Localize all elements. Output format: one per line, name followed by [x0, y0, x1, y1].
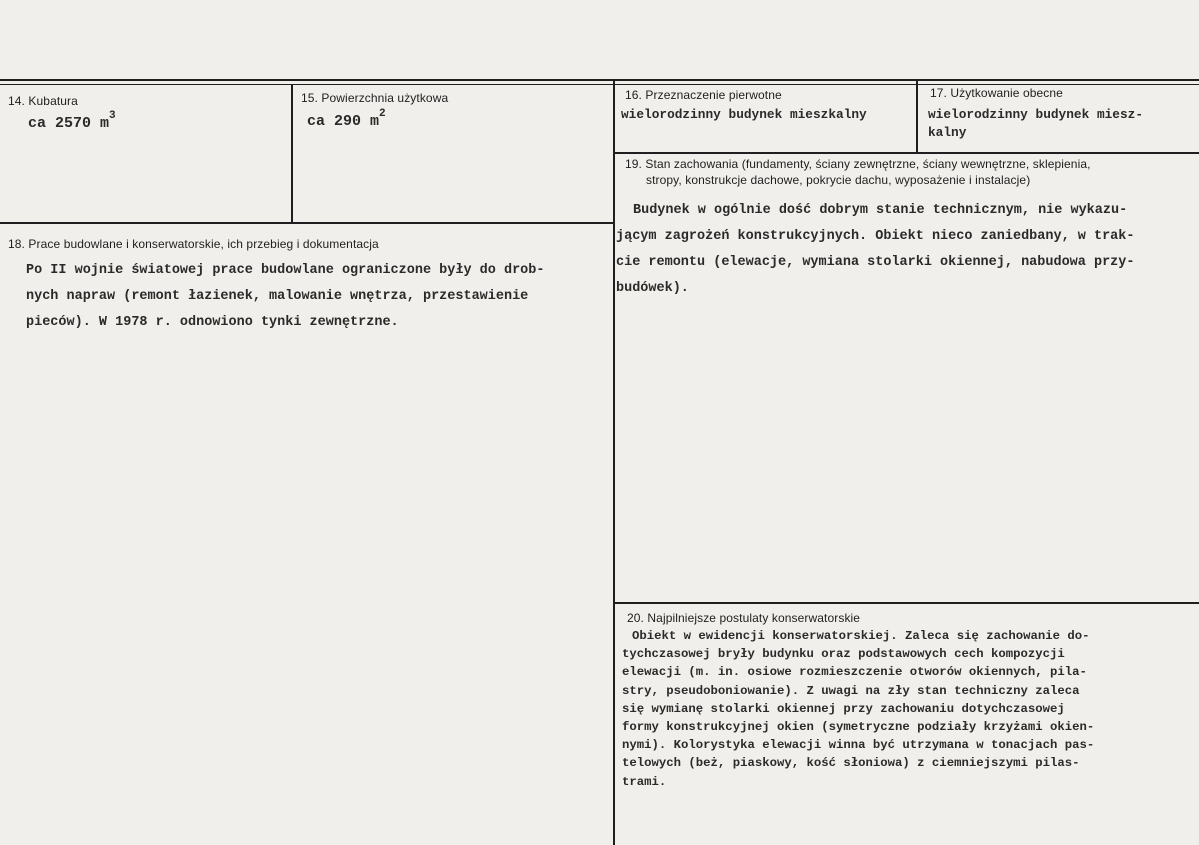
stan-label-line-2: stropy, konstrukcje dachowe, pokrycie dachu, wyposażenie i instalacje) — [646, 173, 1031, 187]
powierzchnia-exponent: 2 — [379, 108, 386, 120]
center-divider — [613, 79, 615, 845]
postulaty-line-9: trami. — [622, 774, 667, 789]
postulaty-line-4: stry, pseudoboniowanie). Z uwagi na zły stan techniczny zaleca — [622, 683, 1080, 698]
prace-label: 18. Prace budowlane i konserwatorskie, ich przebieg i dokumentacja — [8, 237, 379, 251]
left-divider — [291, 84, 293, 223]
prace-line-3: pieców). W 1978 r. odnowiono tynki zewnętrzne. — [26, 315, 399, 330]
right-divider — [916, 79, 918, 153]
prace-line-2: nych napraw (remont łazienek, malowanie wnętrza, przestawienie — [26, 289, 529, 304]
postulaty-line-8: telowych (beż, piaskowy, kość słoniowa) z ciemniejszymi pilas- — [622, 756, 1080, 771]
kubatura-label: 14. Kubatura — [8, 94, 78, 108]
uzytkowanie-label: 17. Użytkowanie obecne — [930, 86, 1063, 100]
stan-line-4: budówek). — [616, 281, 689, 296]
top-rule-inner — [0, 84, 1199, 85]
uzytkowanie-line-2: kalny — [928, 125, 967, 140]
postulaty-label: 20. Najpilniejsze postulaty konserwatorskie — [627, 611, 861, 625]
postulaty-line-1: Obiekt w ewidencji konserwatorskiej. Zaleca się zachowanie do- — [632, 629, 1090, 643]
uzytkowanie-line-1: wielorodzinny budynek miesz- — [928, 107, 1144, 122]
stan-label-line-1: 19. Stan zachowania (fundamenty, ściany zewnętrzne, ściany wewnętrzne, sklepienia, — [625, 157, 1091, 171]
left-mid-rule — [0, 222, 615, 224]
prace-text — [26, 258, 544, 336]
postulaty-line-7: nymi). Kolorystyka elewacji winna być utrzymana w tonacjach pas- — [622, 738, 1095, 753]
przeznaczenie-value: wielorodzinny budynek mieszkalny — [621, 107, 867, 122]
kubatura-value — [28, 106, 116, 137]
powierzchnia-value — [307, 104, 386, 135]
stan-line-3: cie remontu (elewacje, wymiana stolarki okiennej, nabudowa przy- — [616, 255, 1135, 270]
postulaty-line-5: się wymianę stolarki okiennej przy zachowaniu dotychczasowej — [622, 701, 1065, 716]
postulaty-line-6: formy konstrukcyjnej okien (symetryczne podziały krzyżami okien- — [622, 720, 1095, 735]
stan-line-1: Budynek w ogólnie dość dobrym stanie technicznym, nie wykazu- — [633, 203, 1128, 218]
right-mid-rule — [613, 152, 1199, 154]
postulaty-text — [622, 627, 1094, 791]
top-rule — [0, 79, 1199, 81]
przeznaczenie-label: 16. Przeznaczenie pierwotne — [625, 88, 782, 102]
powierzchnia-number: ca 290 m — [307, 113, 380, 130]
uzytkowanie-value — [928, 106, 1143, 142]
postulaty-line-3: elewacji (m. in. osiowe rozmieszczenie otworów okiennych, pila- — [622, 665, 1087, 680]
stan-text — [616, 198, 1134, 302]
right-lower-rule — [613, 602, 1199, 604]
prace-line-1: Po II wojnie światowej prace budowlane ograniczone były do drob- — [26, 263, 545, 278]
postulaty-line-2: tychczasowej bryły budynku oraz podstawowych cech kompozycji — [622, 647, 1065, 662]
powierzchnia-label: 15. Powierzchnia użytkowa — [301, 91, 449, 105]
kubatura-number: ca 2570 m — [28, 115, 110, 132]
kubatura-exponent: 3 — [109, 110, 116, 122]
stan-line-2: jącym zagrożeń konstrukcyjnych. Obiekt nieco zaniedbany, w trak- — [616, 229, 1135, 244]
